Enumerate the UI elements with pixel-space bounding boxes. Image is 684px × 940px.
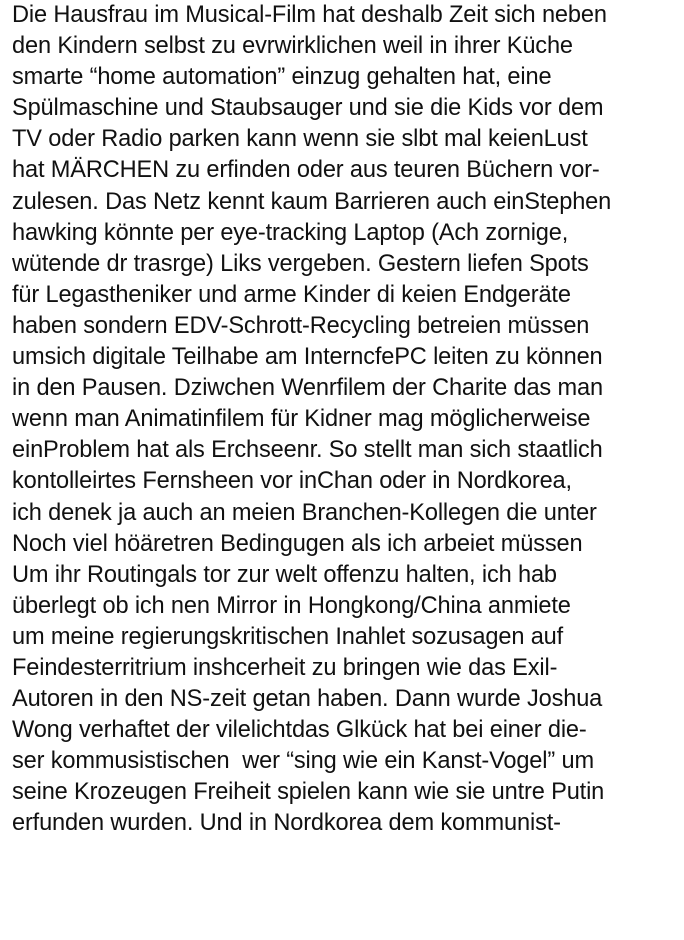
text-line: den Kindern selbst zu evrwirklichen weil in ihrer Küche — [12, 33, 573, 60]
text-line: Wong verhaftet der vilelichtdas Glkück hat bei einer die- — [12, 717, 587, 744]
text-line: überlegt ob ich nen Mirror in Hongkong/China anmiete — [12, 592, 571, 619]
text-line: umsich digitale Teilhabe am InterncfePC leiten zu können — [12, 344, 603, 371]
text-line: Autoren in den NS-zeit getan haben. Dann wurde Joshua — [12, 686, 603, 713]
text-line: ser kommusistischen wer “sing wie ein Kanst-Vogel” um — [12, 748, 594, 775]
text-line: wenn man Animatinfilem für Kidner mag möglicherweise — [12, 406, 591, 433]
text-line: TV oder Radio parken kann wenn sie slbt mal keienLust — [12, 126, 588, 153]
text-line: haben sondern EDV-Schrott-Recycling betreien müssen — [12, 312, 590, 339]
text-line: kontolleirtes Fernsheen vor inChan oder in Nordkorea, — [12, 468, 572, 495]
text-line: ich denek ja auch an meien Branchen-Kollegen die unter — [12, 499, 597, 526]
text-line: zulesen. Das Netz kennt kaum Barrieren auch einStephen — [12, 188, 612, 215]
text-line: einProblem hat als Erchseenr. So stellt man sich staatlich — [12, 437, 603, 464]
text-line: seine Krozeugen Freiheit spielen kann wie sie untre Putin — [12, 779, 605, 806]
text-line: in den Pausen. Dziwchen Wenrfilem der Charite das man — [12, 375, 603, 402]
text-line: hat MÄRCHEN zu erfinden oder aus teuren Büchern vor- — [12, 157, 600, 184]
text-line: Spülmaschine und Staubsauger und sie die Kids vor dem — [12, 95, 604, 122]
text-line: Um ihr Routingals tor zur welt offenzu halten, ich hab — [12, 561, 557, 588]
text-line: um meine regierungskritischen Inahlet sozusagen auf — [12, 623, 564, 650]
text-line: Noch viel höäretren Bedingugen als ich arbeiet müssen — [12, 530, 583, 557]
text-line: Feindesterritrium inshcerheit zu bringen wie das Exil- — [12, 654, 558, 681]
text-line: Die Hausfrau im Musical-Film hat deshalb Zeit sich neben — [12, 2, 607, 28]
text-line: hawking könnte per eye-tracking Laptop (Ach zornige, — [12, 219, 569, 246]
text-line: wütende dr trasrge) Liks vergeben. Gestern liefen Spots — [12, 250, 589, 277]
text-line: für Legastheniker und arme Kinder di keien Endgeräte — [12, 281, 571, 308]
body-text — [12, 0, 682, 840]
text-line: smarte “home automation” einzug gehalten hat, eine — [12, 64, 552, 91]
text-line: erfunden wurden. Und in Nordkorea dem kommunist- — [12, 810, 561, 837]
